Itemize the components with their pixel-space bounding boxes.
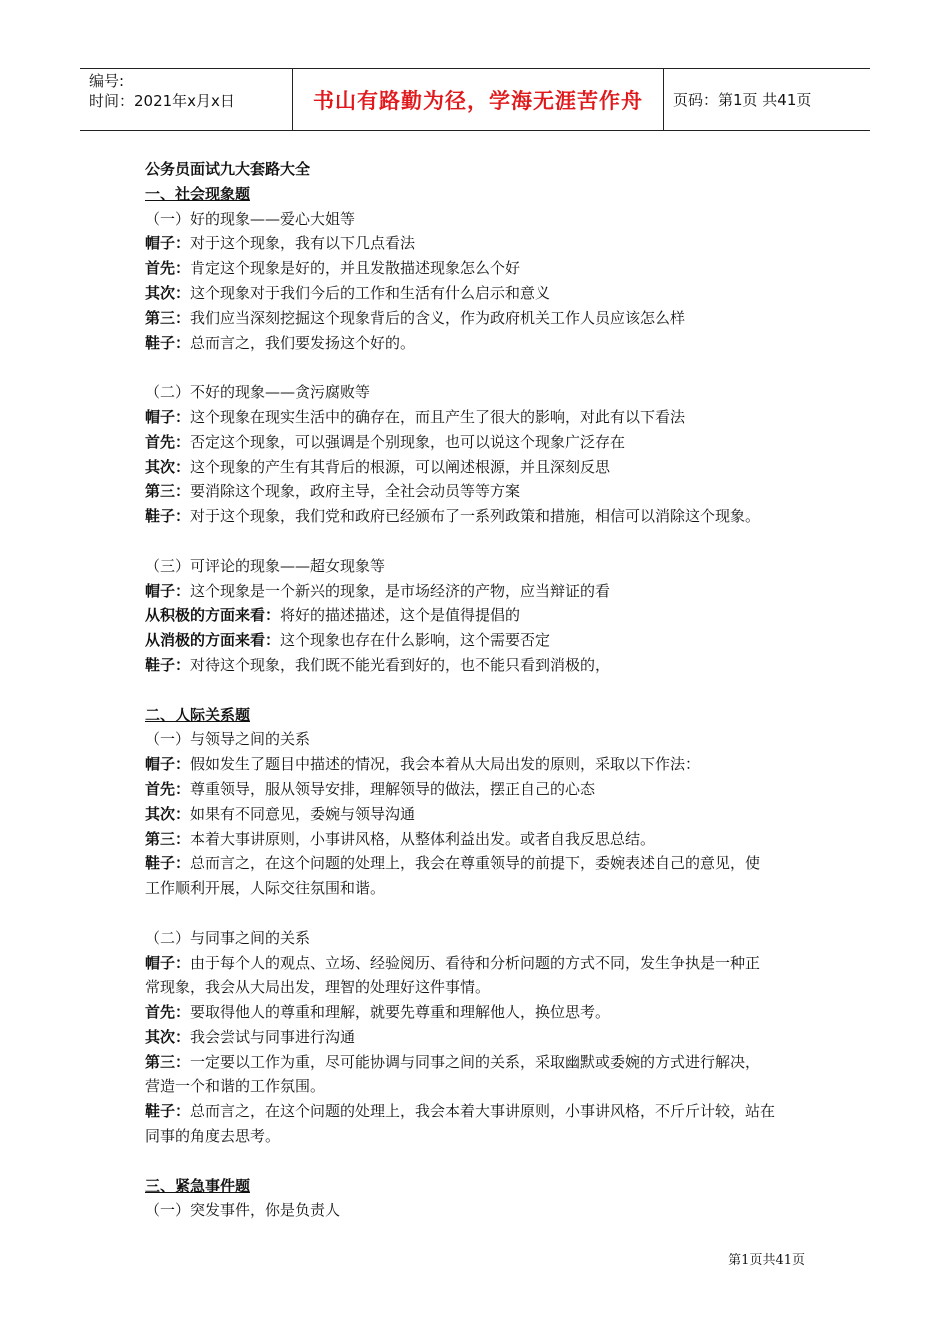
text: 这个现象也存在什么影响，这个需要否定 [280, 631, 551, 650]
paragraph [145, 331, 817, 356]
key-label: 首先： [145, 1003, 191, 1022]
page-footer: 第1页共41页 [728, 1253, 805, 1268]
spacer [145, 529, 817, 554]
key-label: 帽子： [145, 953, 191, 972]
subsection-heading: （二）与同事之间的关系 [145, 928, 311, 947]
header-page-cell [664, 69, 870, 130]
text: 总而言之，在这个问题的处理上，我会在尊重领导的前提下，委婉表述自己的意见，使 [190, 854, 761, 873]
paragraph [145, 256, 817, 281]
key-label: 从消极的方面来看： [145, 631, 281, 650]
time-label: 时间：2021年x月x日 [89, 92, 235, 110]
text: 本着大事讲原则，小事讲风格，从整体利益出发。或者自我反思总结。 [190, 829, 656, 848]
key-label: 帽子： [145, 234, 191, 253]
key-label: 第三： [145, 308, 191, 327]
text: 对待这个现象，我们既不能光看到好的，也不能只看到消极的， [190, 655, 611, 674]
paragraph-continuation: 同事的角度去思考。 [145, 1127, 281, 1146]
paragraph [145, 455, 817, 480]
paragraph [145, 1050, 817, 1075]
key-label: 鞋子： [145, 854, 191, 873]
text: 要取得他人的尊重和理解，就要先尊重和理解他人，换位思考。 [190, 1003, 611, 1022]
paragraph [145, 405, 817, 430]
paragraph [145, 1025, 817, 1050]
text: 对于这个现象，我有以下几点看法 [190, 234, 416, 253]
section-heading: 三、紧急事件题 [145, 1176, 251, 1195]
paragraph [145, 603, 817, 628]
section-heading: 一、社会现象题 [145, 184, 251, 203]
text: 我们应当深刻挖掘这个现象背后的含义，作为政府机关工作人员应该怎么样 [190, 308, 686, 327]
text: 假如发生了题目中描述的情况，我会本着从大局出发的原则，采取以下作法： [190, 755, 701, 774]
text: 一定要以工作为重，尽可能协调与同事之间的关系，采取幽默或委婉的方式进行解决， [190, 1052, 761, 1071]
spacer [145, 1149, 817, 1174]
paragraph-continuation: 营造一个和谐的工作氛围。 [145, 1077, 326, 1096]
key-label: 其次： [145, 457, 191, 476]
paragraph [145, 752, 817, 777]
key-label: 第三： [145, 1052, 191, 1071]
spacer [145, 678, 817, 703]
key-label: 首先： [145, 779, 191, 798]
subsection-heading: （二）不好的现象——贪污腐败等 [145, 383, 371, 402]
text: 总而言之，在这个问题的处理上，我会本着大事讲原则，小事讲风格，不斤斤计较，站在 [190, 1102, 776, 1121]
key-label: 鞋子： [145, 507, 191, 526]
paragraph [145, 1099, 817, 1124]
key-label: 鞋子： [145, 655, 191, 674]
key-label: 帽子： [145, 581, 191, 600]
section-heading: 二、人际关系题 [145, 705, 251, 724]
key-label: 从积极的方面来看： [145, 606, 281, 625]
key-label: 第三： [145, 482, 191, 501]
page-code: 页码：第1页 共41页 [673, 91, 812, 109]
header-motto-cell [292, 69, 664, 130]
text: 要消除这个现象，政府主导，全社会动员等等方案 [190, 482, 521, 501]
text: 如果有不同意见，委婉与领导沟通 [190, 804, 416, 823]
key-label: 帽子： [145, 755, 191, 774]
paragraph [145, 653, 817, 678]
paragraph [145, 579, 817, 604]
text: 尊重领导，服从领导安排，理解领导的做法，摆正自己的心态 [190, 779, 596, 798]
paragraph-continuation: 常现象，我会从大局出发，理智的处理好这件事情。 [145, 978, 491, 997]
spacer [145, 355, 817, 380]
key-label: 首先： [145, 432, 191, 451]
text: 由于每个人的观点、立场、经验阅历、看待和分析问题的方式不同，发生争执是一种正 [190, 953, 761, 972]
key-label: 帽子： [145, 407, 191, 426]
text: 将好的描述描述，这个是值得提倡的 [280, 606, 521, 625]
paragraph [145, 430, 817, 455]
number-label: 编号: [89, 72, 125, 90]
subsection-heading: （一）好的现象——爱心大姐等 [145, 209, 356, 228]
text: 对于这个现象，我们党和政府已经颁布了一系列政策和措施，相信可以消除这个现象。 [190, 507, 761, 526]
paragraph [145, 504, 817, 529]
text: 否定这个现象，可以强调是个别现象，也可以说这个现象广泛存在 [190, 432, 626, 451]
paragraph [145, 628, 817, 653]
subsection-heading: （一）突发事件，你是负责人 [145, 1201, 341, 1220]
document-body [145, 157, 817, 1223]
paragraph [145, 777, 817, 802]
key-label: 第三： [145, 829, 191, 848]
document-title: 公务员面试九大套路大全 [145, 160, 311, 178]
text: 这个现象是一个新兴的现象，是市场经济的产物，应当辩证的看 [190, 581, 611, 600]
page-header [80, 68, 870, 131]
key-label: 其次： [145, 283, 191, 302]
key-label: 首先： [145, 259, 191, 278]
text: 这个现象对于我们今后的工作和生活有什么启示和意义 [190, 283, 551, 302]
spacer [145, 901, 817, 926]
paragraph [145, 951, 817, 976]
text: 我会尝试与同事进行沟通 [190, 1027, 356, 1046]
paragraph [145, 1000, 817, 1025]
paragraph [145, 306, 817, 331]
subsection-heading: （一）与领导之间的关系 [145, 730, 311, 749]
text: 总而言之，我们要发扬这个好的。 [190, 333, 416, 352]
motto: 书山有路勤为径，学海无涯苦作舟 [313, 88, 643, 113]
subsection-heading: （三）可评论的现象——超女现象等 [145, 556, 386, 575]
key-label: 鞋子： [145, 333, 191, 352]
text: 肯定这个现象是好的，并且发散描述现象怎么个好 [190, 259, 521, 278]
paragraph [145, 827, 817, 852]
key-label: 其次： [145, 804, 191, 823]
paragraph [145, 479, 817, 504]
paragraph-continuation: 工作顺利开展，人际交往氛围和谐。 [145, 879, 386, 898]
text: 这个现象在现实生活中的确存在，而且产生了很大的影响，对此有以下看法 [190, 407, 686, 426]
key-label: 其次： [145, 1027, 191, 1046]
text: 这个现象的产生有其背后的根源，可以阐述根源，并且深刻反思 [190, 457, 611, 476]
header-meta [80, 69, 292, 130]
paragraph [145, 802, 817, 827]
paragraph [145, 851, 817, 876]
paragraph [145, 281, 817, 306]
key-label: 鞋子： [145, 1102, 191, 1121]
paragraph [145, 231, 817, 256]
